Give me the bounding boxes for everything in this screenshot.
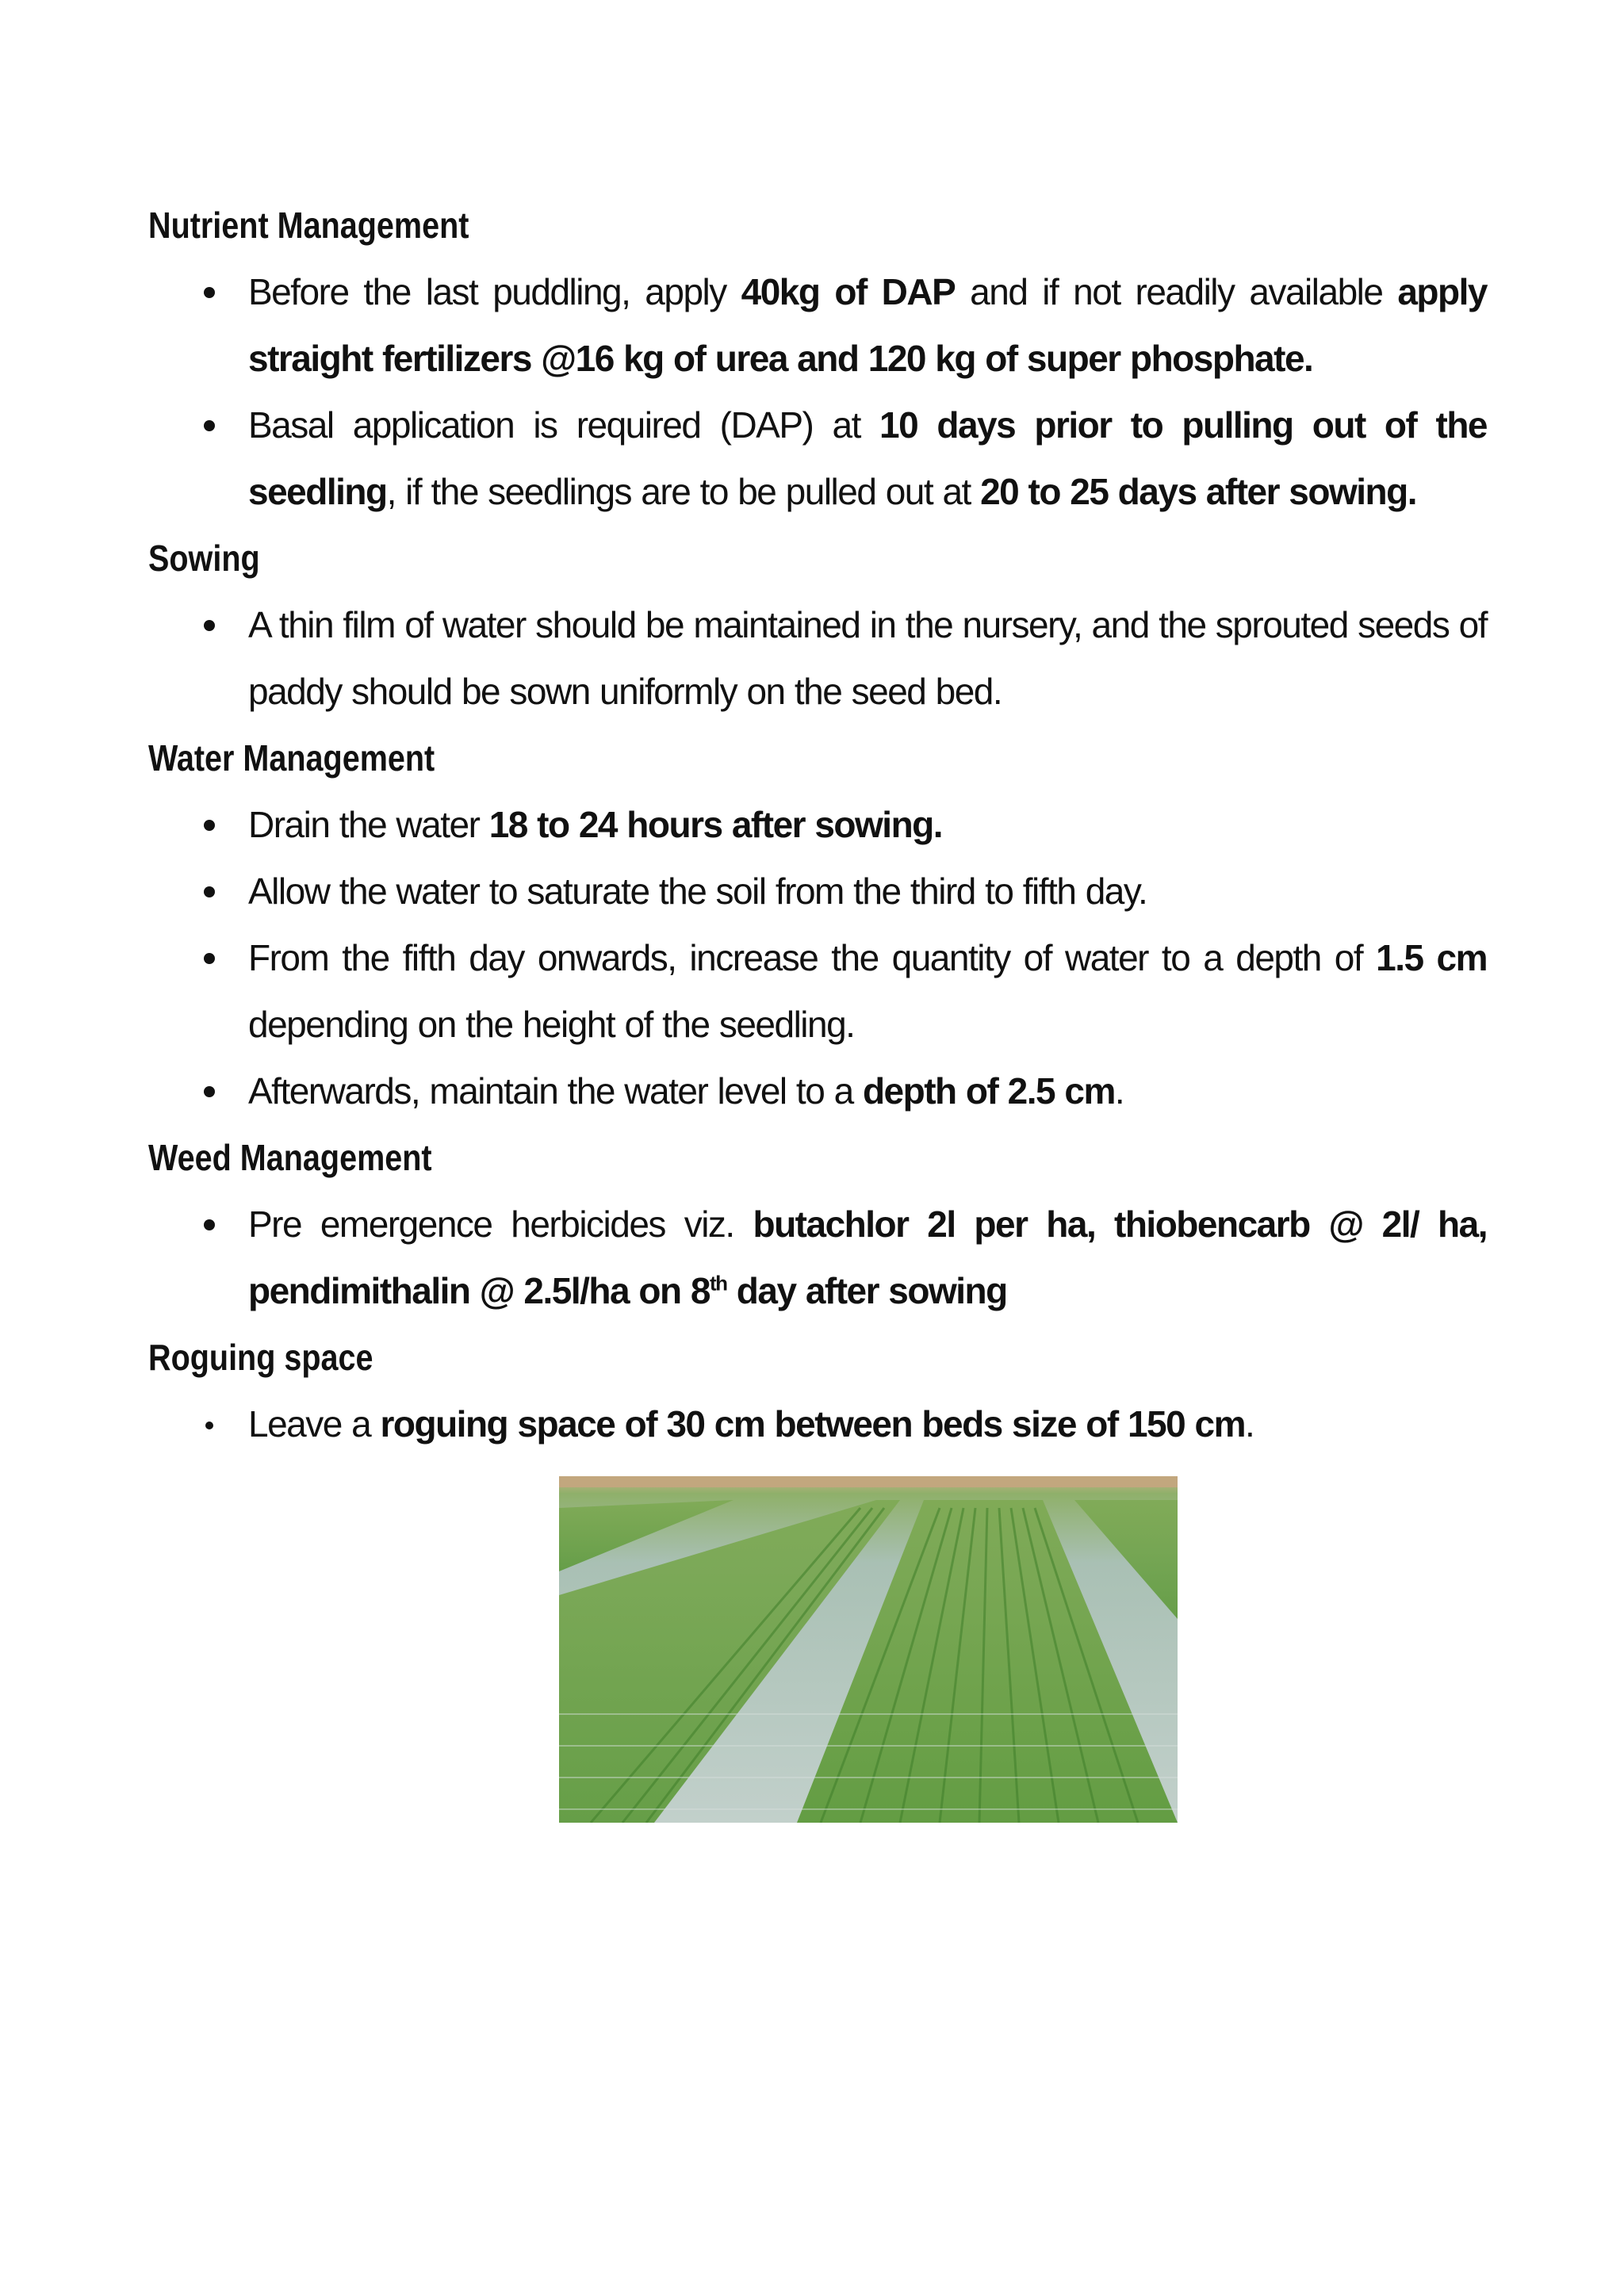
bullet-icon — [204, 886, 215, 897]
list-item: Leave a roguing space of 30 cm between beds size of 150 cm. — [148, 1391, 1487, 1457]
weed-list — [148, 1191, 1487, 1324]
list-item: Basal application is required (DAP) at 10 days prior to pulling out of the seedling, if the seedlings are to be pulled out at 20 to 25 days after sowing. — [148, 392, 1487, 525]
list-item: Afterwards, maintain the water level to a depth of 2.5 cm. — [148, 1058, 1487, 1124]
rice-nursery-photo — [559, 1476, 1178, 1823]
bullet-icon — [204, 420, 215, 431]
document-body — [148, 192, 1487, 1457]
list-item: Pre emergence herbicides viz. butachlor 2l per ha, thiobencarb @ 2l/ ha, pendimithalin @ 2.5l/ha on 8th day after sowing — [148, 1191, 1487, 1324]
heading-water-management: Water Management — [148, 737, 435, 779]
list-item: A thin film of water should be maintained in the nursery, and the sprouted seeds of paddy should be sown uniformly on the seed bed. — [148, 591, 1487, 725]
roguing-list — [148, 1391, 1487, 1457]
sowing-list — [148, 591, 1487, 725]
heading-sowing: Sowing — [148, 538, 260, 579]
bullet-icon — [204, 820, 215, 831]
water-list — [148, 791, 1487, 1124]
list-item: Allow the water to saturate the soil from the third to fifth day. — [148, 858, 1487, 924]
bullet-icon — [204, 953, 215, 964]
heading-weed-management: Weed Management — [148, 1137, 432, 1178]
bullet-icon — [204, 1086, 215, 1097]
bullet-icon — [204, 1219, 215, 1230]
bullet-icon — [205, 1422, 213, 1429]
list-item: Before the last puddling, apply 40kg of DAP and if not readily available apply straight fertilizers @16 kg of urea and 120 kg of super phosphate. — [148, 258, 1487, 392]
heading-nutrient-management: Nutrient Management — [148, 205, 469, 246]
list-item: From the fifth day onwards, increase the quantity of water to a depth of 1.5 cm depending on the height of the seedling. — [148, 924, 1487, 1058]
list-item: Drain the water 18 to 24 hours after sowing. — [148, 791, 1487, 858]
bullet-icon — [204, 287, 215, 298]
bullet-icon — [204, 620, 215, 631]
rice-nursery-illustration — [559, 1476, 1178, 1823]
nutrient-list — [148, 258, 1487, 525]
heading-roguing-space: Roguing space — [148, 1337, 373, 1378]
